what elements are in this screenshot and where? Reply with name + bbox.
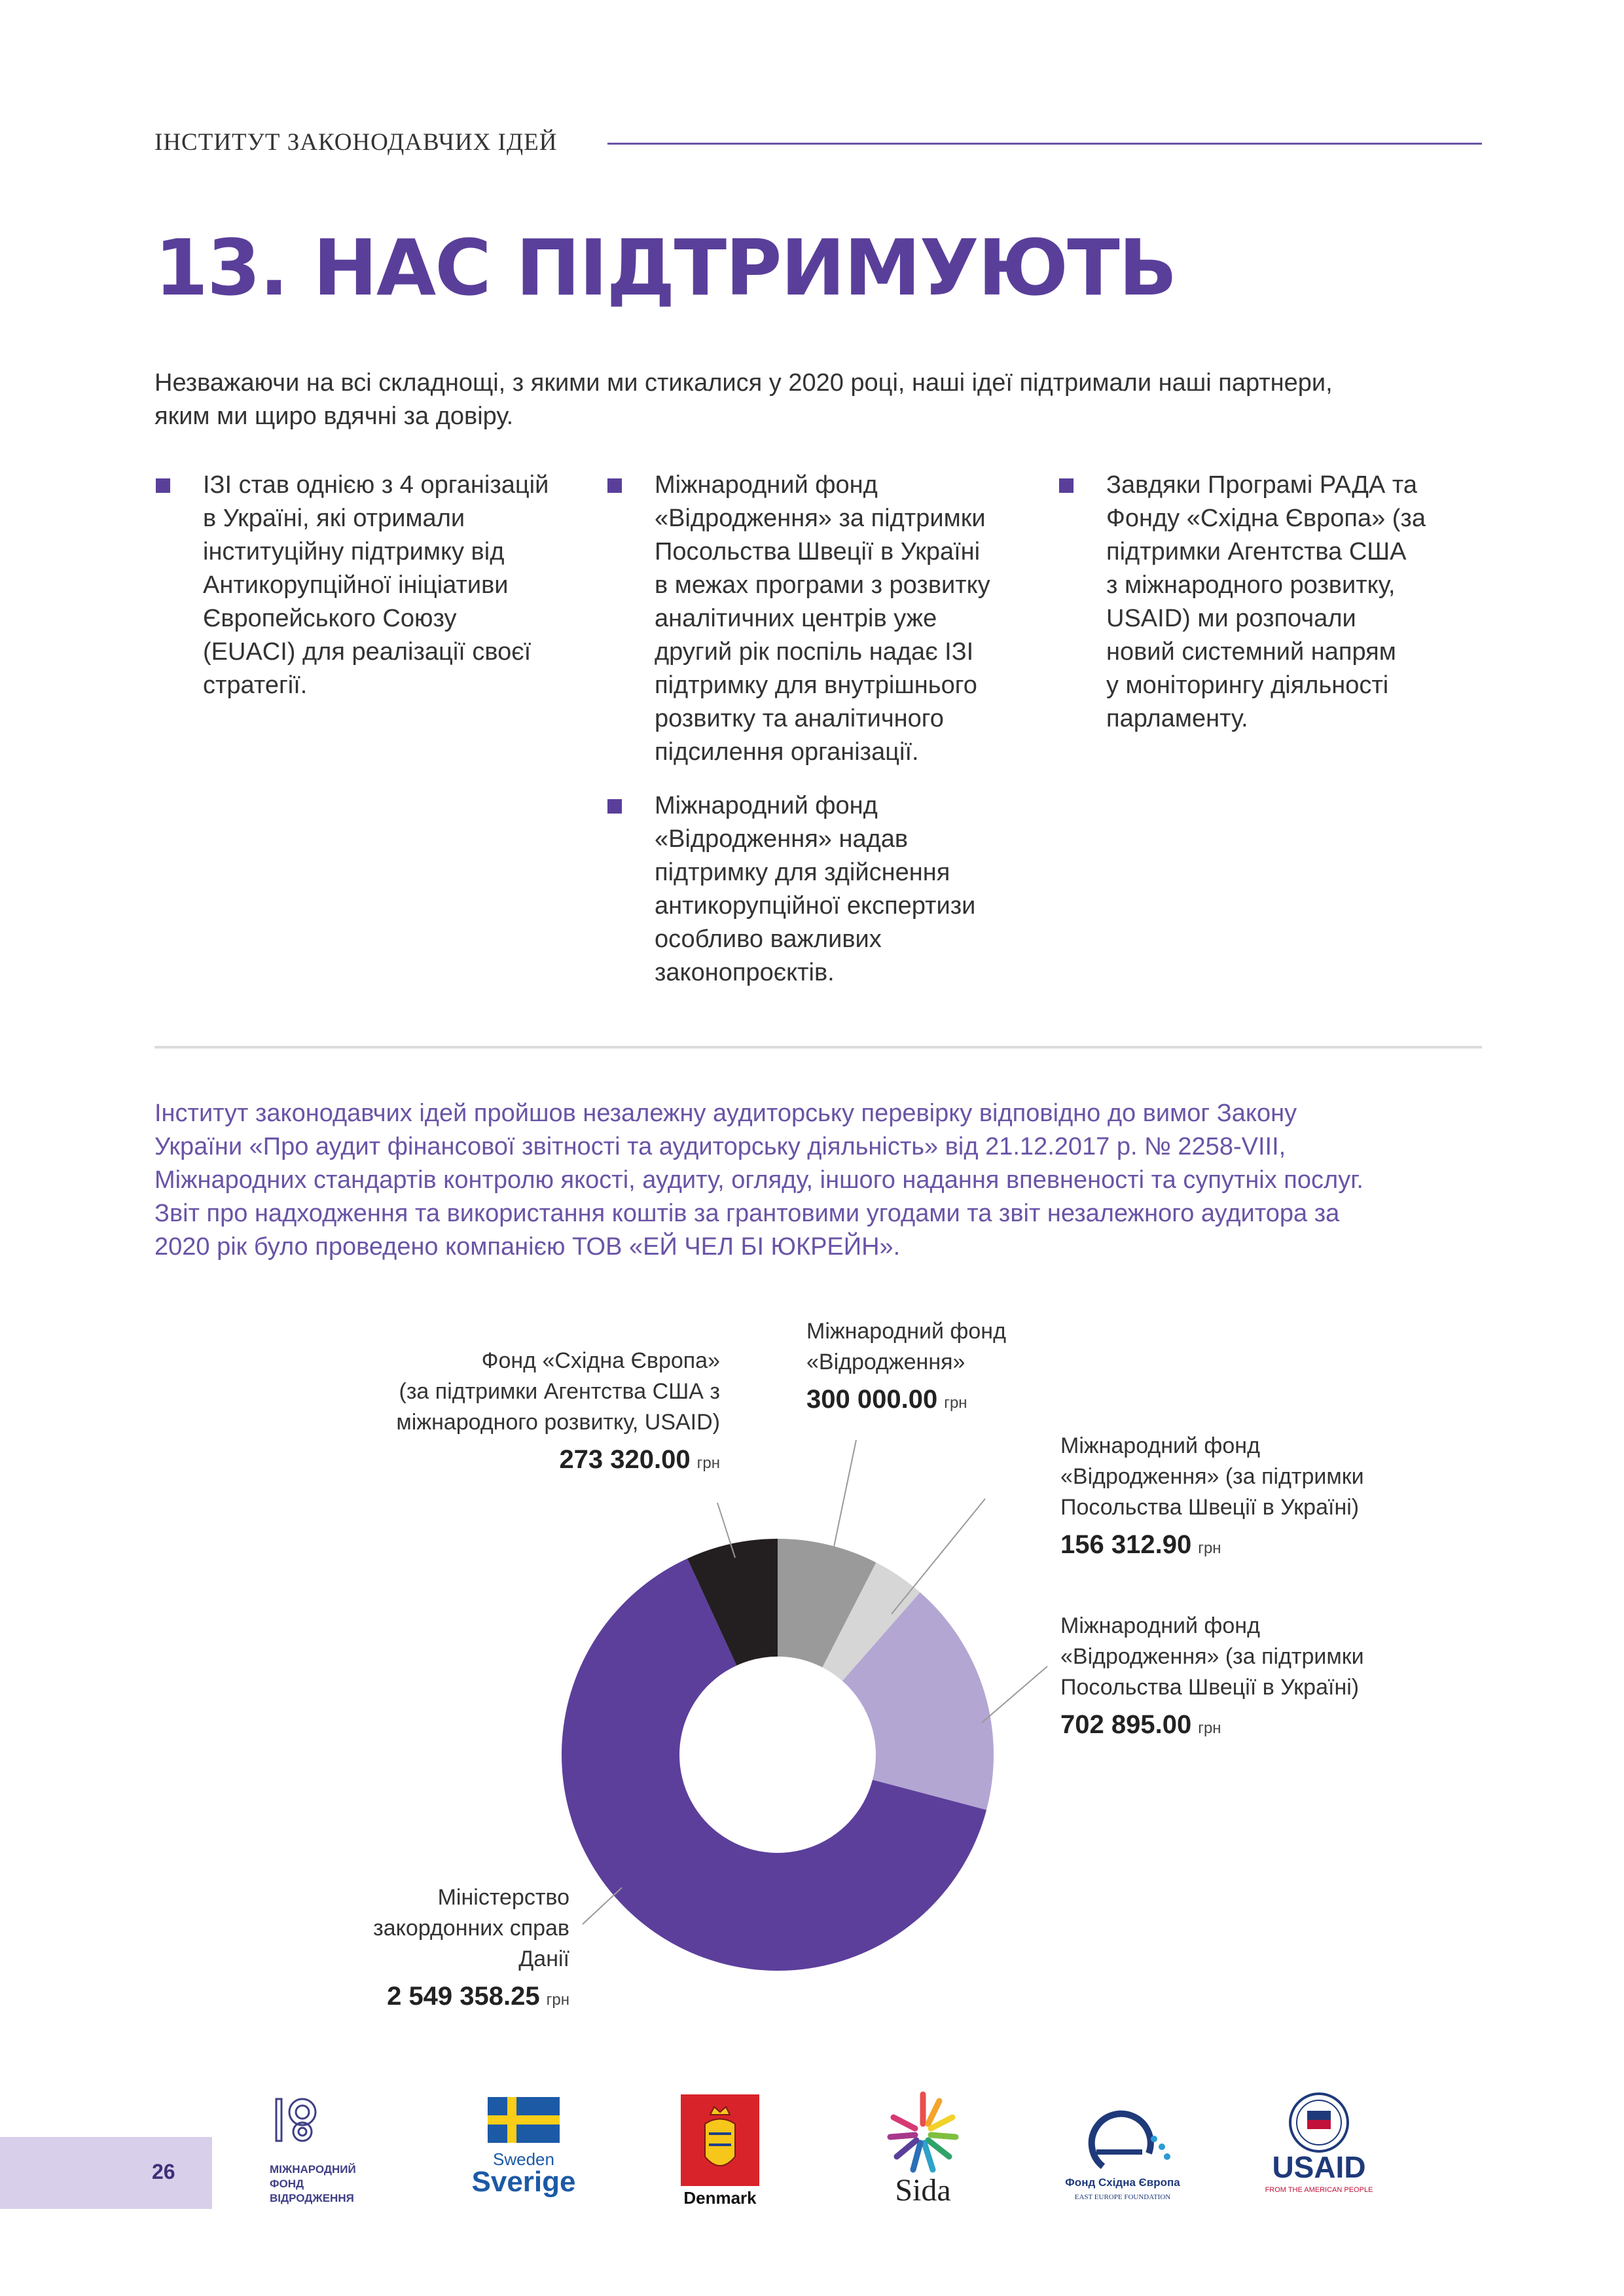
slice-label: «Відродження» (за підтримки <box>1060 1644 1364 1669</box>
sida-logo-text: Sida <box>895 2173 951 2208</box>
page-number: 26 <box>152 2160 175 2183</box>
leader-line <box>892 1499 985 1614</box>
leader-line <box>982 1666 1047 1723</box>
east-europe-logo-text: Фонд Східна Європа <box>1065 2176 1180 2189</box>
leader-line <box>583 1888 622 1924</box>
bullet-line: підтримку для здійснення <box>655 859 950 886</box>
slice-label: «Відродження» (за підтримки <box>1060 1464 1364 1489</box>
section-heading: 13. НАС ПІДТРИМУЮТЬ <box>154 223 1176 313</box>
denmark-crest-icon <box>677 2091 763 2209</box>
bullet-line: у моніторингу діяльності <box>1106 672 1389 699</box>
bullet-line: Антикорупційної ініціативи <box>203 571 509 599</box>
bullet-line: Міжнародний фонд <box>655 471 878 499</box>
audit-line: Інститут законодавчих ідей пройшов незалежну аудиторську перевірку відповідно до вимог Закону <box>154 1100 1297 1127</box>
usaid-logo-text: USAID <box>1272 2150 1366 2184</box>
bullet-line: USAID) ми розпочали <box>1106 605 1356 632</box>
audit-line: України «Про аудит фінансової звітності та аудиторську діяльність» від 21.12.2017 р. № 2258-VIII, <box>154 1133 1286 1160</box>
slice-label: міжнародного розвитку, USAID) <box>396 1410 720 1435</box>
bullet-line: законопроєктів. <box>655 959 835 986</box>
logo-sweden <box>471 2093 576 2204</box>
slice-value: 702 895.00 грн <box>1060 1710 1221 1739</box>
logo-sida <box>877 2088 969 2206</box>
audit-line: Міжнародних стандартів контролю якості, аудиту, огляду, іншого надання впевненості та супутніх послуг. <box>154 1166 1363 1194</box>
bullet-line: з міжнародного розвитку, <box>1106 571 1396 599</box>
slice-value: 2 549 358.25 грн <box>387 1982 569 2011</box>
bullet-line: розвитку та аналітичного <box>655 705 944 732</box>
running-header: ІНСТИТУТ ЗАКОНОДАВЧИХ ІДЕЙ <box>154 129 558 156</box>
slice-label: Фонд «Східна Європа» <box>481 1348 720 1373</box>
page-number-tab <box>0 2137 212 2209</box>
bullet-line: Завдяки Програмі РАДА та <box>1106 471 1417 499</box>
bullet-line: (EUACI) для реалізації своєї <box>203 638 532 666</box>
bullet-line: підтримки Агентства США <box>1106 538 1407 565</box>
bullet-line: парламенту. <box>1106 705 1248 732</box>
bullet-line: ІЗІ став однією з 4 організацій <box>203 471 549 499</box>
slice-label: «Відродження» <box>806 1350 965 1374</box>
intro-line: Незважаючи на всі складнощі, з якими ми стикалися у 2020 році, наші ідеї підтримали наші партнери, <box>154 369 1333 397</box>
irf-logo-text: ФОНД <box>270 2178 304 2190</box>
leader-line <box>830 1440 856 1566</box>
slice-label: Міжнародний фонд <box>1060 1433 1260 1458</box>
bullet-line: в межах програми з розвитку <box>655 571 990 599</box>
bullet-line: «Відродження» надав <box>655 825 909 853</box>
slice-label: Міжнародний фонд <box>806 1319 1006 1344</box>
slice-label: Посольства Швеції в Україні) <box>1060 1675 1360 1700</box>
logo-usaid <box>1260 2091 1378 2209</box>
sweden-logo-text: Sweden <box>493 2149 554 2169</box>
bullet-line: підтримку для внутрішнього <box>655 672 977 699</box>
bullet-line: Фонду «Східна Європа» (за <box>1106 505 1426 532</box>
audit-line: Звіт про надходження та використання коштів за грантовими угодами та звіт незалежного аудитора за <box>154 1200 1340 1227</box>
slice-value: 300 000.00 грн <box>806 1385 967 1414</box>
slice-label: Данії <box>518 1946 569 1971</box>
bullet-line: Європейського Союзу <box>203 605 457 632</box>
bullet-line: новий системний напрям <box>1106 638 1396 666</box>
bullet-line: особливо важливих <box>655 925 882 953</box>
bullet-line: «Відродження» за підтримки <box>655 505 986 532</box>
usaid-logo-subtext: FROM THE AMERICAN PEOPLE <box>1265 2186 1373 2194</box>
irf-logo-text: ВІДРОДЖЕННЯ <box>270 2192 354 2204</box>
bullet-line: підсилення організації. <box>655 738 919 766</box>
irf-logo-text: МІЖНАРОДНИЙ <box>270 2163 356 2176</box>
east-europe-logo-subtext: EAST EUROPE FOUNDATION <box>1074 2193 1171 2201</box>
bullet-line: аналітичних центрів уже <box>655 605 937 632</box>
usaid-seal-icon <box>1260 2091 1378 2209</box>
slice-value: 273 320.00 грн <box>559 1445 720 1474</box>
bullet-line: другий рік поспіль надає ІЗІ <box>655 638 974 666</box>
east-europe-mark-icon <box>1051 2101 1195 2206</box>
bullet-line: Міжнародний фонд <box>655 792 878 819</box>
sweden-flag-icon <box>471 2093 576 2204</box>
bullet-line: антикорупційної експертизи <box>655 892 976 920</box>
slice-label: Міністерство <box>437 1885 569 1910</box>
logo-irf <box>268 2098 386 2209</box>
irf-mark-icon <box>268 2098 386 2209</box>
slice-label: закордонних справ <box>373 1916 569 1941</box>
sweden-logo-text: Sverige <box>471 2166 576 2198</box>
logo-east-europe <box>1051 2101 1195 2206</box>
logo-denmark <box>677 2091 763 2209</box>
bullet-line: інституційну підтримку від <box>203 538 505 565</box>
slice-label: (за підтримки Агентства США з <box>399 1379 720 1404</box>
bullet-line: в Україні, які отримали <box>203 505 465 532</box>
intro-line: яким ми щиро вдячні за довіру. <box>154 403 514 430</box>
denmark-logo-text: Denmark <box>683 2188 757 2208</box>
bullet-line: стратегії. <box>203 672 308 699</box>
slice-value: 156 312.90 грн <box>1060 1530 1221 1559</box>
bullet-line: Посольства Швеції в Україні <box>655 538 981 565</box>
slice-label: Посольства Швеції в Україні) <box>1060 1495 1360 1520</box>
sida-star-icon <box>877 2088 969 2206</box>
audit-line: 2020 рік було проведено компанією ТОВ «ЕЙ ЧЕЛ БІ ЮКРЕЙН». <box>154 1233 901 1261</box>
slice-label: Міжнародний фонд <box>1060 1613 1260 1638</box>
